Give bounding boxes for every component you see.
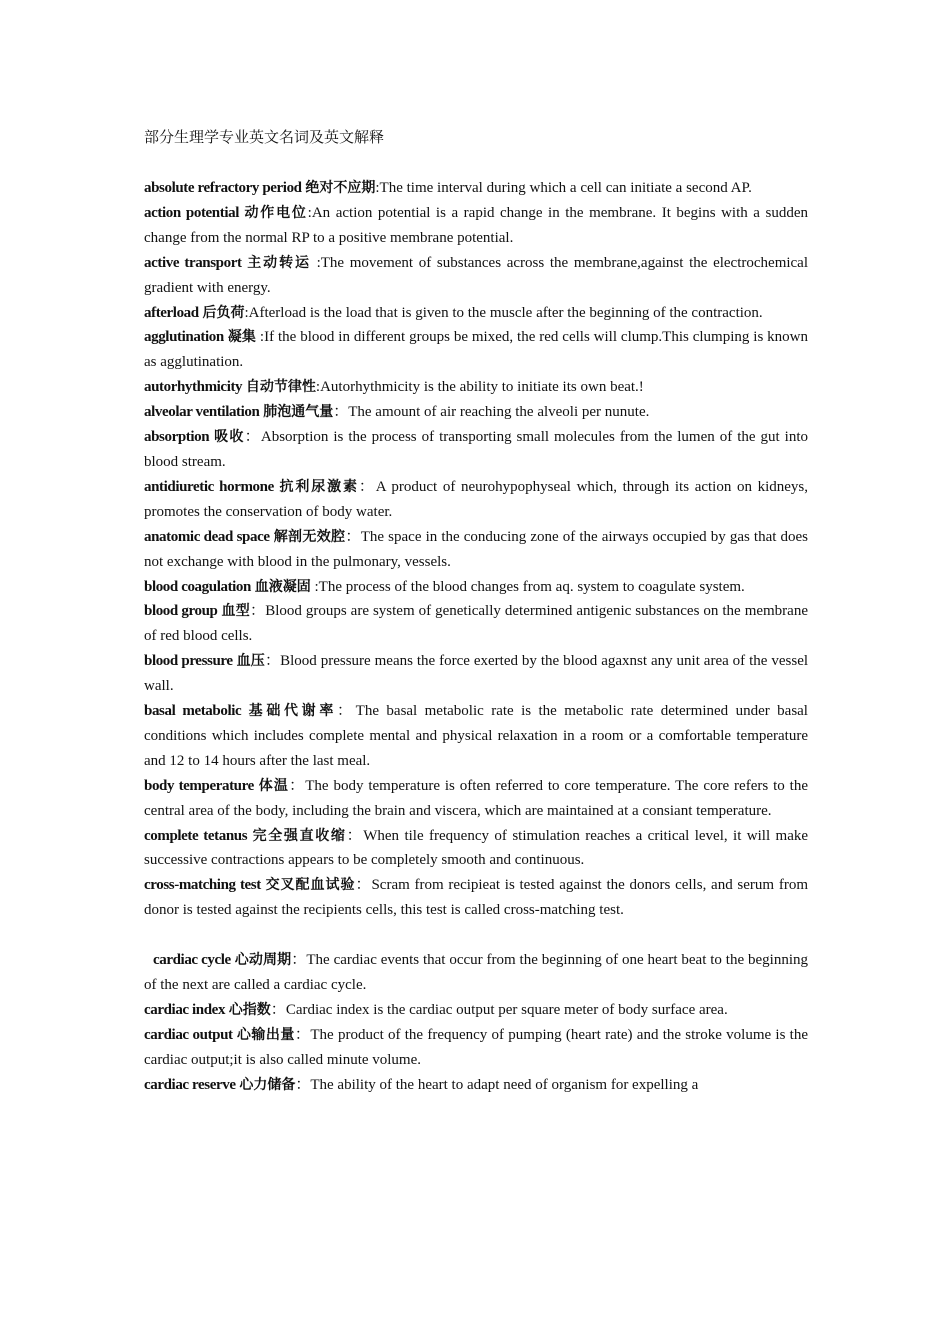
entry-definition: Autorhythmicity is the ability to initiate its own beat.!: [320, 379, 644, 396]
glossary-entry: [144, 176, 808, 201]
entry-definition: The basal metabolic rate is the metabolic rate determined under basal conditions which includes complete mental and physical relaxation in a room or a comfortable temperature and 12 to 14 hours after the last meal.: [144, 703, 808, 769]
document-title: 部分生理学专业英文名词及英文解释: [144, 130, 385, 146]
entry-separator: ：: [355, 877, 372, 894]
entry-separator: ：: [345, 528, 361, 545]
entry-definition: Cardiac index is the cardiac output per square meter of body surface area.: [285, 1001, 728, 1018]
entry-chinese-term: 自动节律性: [245, 379, 316, 396]
entry-definition: Blood pressure means the force exerted by the blood agaxnst any unit area of the vessel wall.: [144, 653, 809, 695]
entry-definition: The product of the frequency of pumping (heart rate) and the stroke volume is the cardiac output;it is also called minute volume.: [144, 1026, 808, 1068]
glossary-entry: [144, 375, 808, 400]
entry-chinese-term: 血液凝固: [254, 578, 311, 595]
entry-term: blood coagulation: [144, 578, 251, 595]
entry-chinese-term: 心输出量: [236, 1026, 295, 1043]
entry-term: afterload: [144, 304, 199, 321]
glossary-entry: [144, 824, 808, 874]
entry-chinese-term: 吸收: [214, 429, 245, 446]
glossary-entry: [144, 699, 808, 774]
entry-separator: ：: [289, 777, 306, 794]
glossary-entry: [144, 948, 808, 998]
entry-term: cardiac reserve: [144, 1076, 236, 1093]
entry-definition: The time interval during which a cell can initiate a second AP.: [379, 180, 752, 196]
entry-term: anatomic dead space: [144, 528, 270, 545]
entry-separator: ：: [295, 1076, 311, 1093]
entry-separator: :: [315, 379, 321, 396]
entry-separator: ：: [270, 1001, 286, 1018]
entry-chinese-term: 凝集: [227, 329, 257, 346]
entry-term: cross-matching test: [144, 877, 261, 894]
glossary-entry: [144, 201, 808, 251]
glossary-entry: [144, 400, 808, 425]
glossary-entry: [144, 301, 808, 326]
glossary-entry: [144, 475, 808, 525]
entry-definition: The ability of the heart to adapt need of organism for expelling a: [310, 1076, 699, 1093]
entry-chinese-term: 绝对不应期: [305, 180, 376, 196]
entry-definition: Scram from recipieat is tested against the donors cells, and serum from donor is tested against the recipients cells, this test is called cross-matching test.: [144, 877, 808, 919]
glossary-entry: [144, 774, 808, 824]
entry-chinese-term: 心力储备: [239, 1076, 296, 1093]
entry-chinese-term: 血压: [236, 653, 265, 670]
entry-definition: An action potential is a rapid change in the membrane. It begins with a sudden change from the normal RP to a positive membrane potential.: [144, 204, 808, 246]
entry-separator: :: [310, 254, 321, 271]
entry-term: blood group: [144, 603, 218, 620]
entry-separator: ：: [346, 827, 364, 844]
glossary-entry: [144, 425, 808, 475]
glossary-entry: [144, 998, 808, 1023]
entry-term: agglutination: [144, 329, 224, 346]
glossary-entry: [144, 873, 808, 923]
glossary-entry: [144, 1023, 808, 1073]
glossary-entry: [144, 575, 808, 600]
entry-separator: ：: [294, 1026, 311, 1043]
entry-term: action potential: [144, 204, 239, 221]
entry-term: cardiac output: [144, 1026, 233, 1043]
entry-chinese-term: 完全强直收缩: [252, 827, 347, 844]
entry-term: body temperature: [144, 777, 254, 794]
entry-term: active transport: [144, 254, 242, 271]
entry-chinese-term: 心指数: [228, 1001, 271, 1018]
entry-chinese-term: 心动周期: [234, 952, 292, 969]
glossary-entry: [144, 1073, 808, 1098]
entry-separator: :: [310, 578, 319, 595]
glossary-entry: [144, 525, 808, 575]
glossary-entry: [144, 251, 808, 301]
entry-chinese-term: 解剖无效腔: [273, 528, 346, 545]
entry-term: absolute refractory period: [144, 180, 302, 196]
entry-separator: ：: [358, 478, 376, 495]
entry-separator: :: [244, 304, 249, 321]
entry-term: cardiac cycle: [153, 952, 231, 969]
entry-separator: :: [307, 204, 312, 221]
entry-separator: ：: [291, 952, 307, 969]
entry-term: blood pressure: [144, 653, 233, 670]
entry-term: alveolar ventilation: [144, 404, 260, 421]
entry-chinese-term: 交叉配血试验: [265, 877, 356, 894]
entry-definition: The cardiac events that occur from the beginning of one heart beat to the beginning of the next are called a cardiac cycle.: [144, 952, 809, 993]
entry-separator: ：: [264, 653, 281, 670]
entry-definition: The movement of substances across the membrane,against the electrochemical gradient with energy.: [144, 254, 809, 296]
entry-separator: ：: [249, 603, 266, 620]
entry-chinese-term: 基础代谢率: [248, 703, 337, 720]
entry-definition: Afterload is the load that is given to the muscle after the beginning of the contraction.: [248, 304, 763, 321]
glossary-entry: [144, 649, 808, 699]
glossary-entry: [144, 599, 808, 649]
entry-separator: ：: [333, 404, 349, 421]
entry-chinese-term: 后负荷: [202, 304, 245, 321]
entry-definition: The amount of air reaching the alveoli per nunute.: [348, 404, 650, 421]
entry-term: complete tetanus: [144, 827, 248, 844]
glossary-list: [144, 176, 808, 1098]
entry-separator: :: [375, 180, 380, 196]
entry-chinese-term: 动作电位: [244, 204, 308, 221]
entry-chinese-term: 体温: [258, 777, 290, 794]
entry-definition: The process of the blood changes from aq. system to coagulate system.: [318, 578, 745, 595]
entry-definition: A product of neurohypophyseal which, through its action on kidneys, promotes the conservation of body water.: [144, 478, 809, 520]
glossary-entry: [144, 325, 808, 375]
entry-separator: :: [256, 329, 265, 346]
entry-chinese-term: 肺泡通气量: [263, 404, 334, 421]
entry-definition: Absorption is the process of transporting small molecules from the lumen of the gut into blood stream.: [144, 429, 808, 470]
entry-separator: ：: [244, 429, 261, 446]
entry-definition: Blood groups are system of genetically determined antigenic substances on the membrane of red blood cells.: [144, 603, 808, 645]
entry-definition: The body temperature is often referred to core temperature. The core refers to the central area of the body, including the brain and viscera, which are maintained at a consiant temperature.: [144, 777, 808, 819]
entry-chinese-term: 主动转运: [247, 254, 311, 271]
entry-term: cardiac index: [144, 1001, 226, 1018]
entry-term: antidiuretic hormone: [144, 478, 274, 495]
entry-chinese-term: 抗利尿激素: [279, 478, 359, 495]
entry-definition: If the blood in different groups be mixed, the red cells will clump.This clumping is known as agglutination.: [144, 329, 809, 371]
entry-chinese-term: 血型: [221, 603, 250, 620]
entry-separator: ：: [337, 703, 356, 720]
entry-definition: The space in the conducing zone of the airways occupied by gas that does not exchange with blood in the pulmonary, vessels.: [144, 528, 808, 570]
entry-definition: When tile frequency of stimulation reaches a critical level, it will make successive contractions appears to be completely smooth and continuous.: [144, 827, 809, 869]
entry-term: basal metabolic: [144, 703, 242, 720]
entry-term: absorption: [144, 429, 210, 446]
entry-term: autorhythmicity: [144, 379, 243, 396]
